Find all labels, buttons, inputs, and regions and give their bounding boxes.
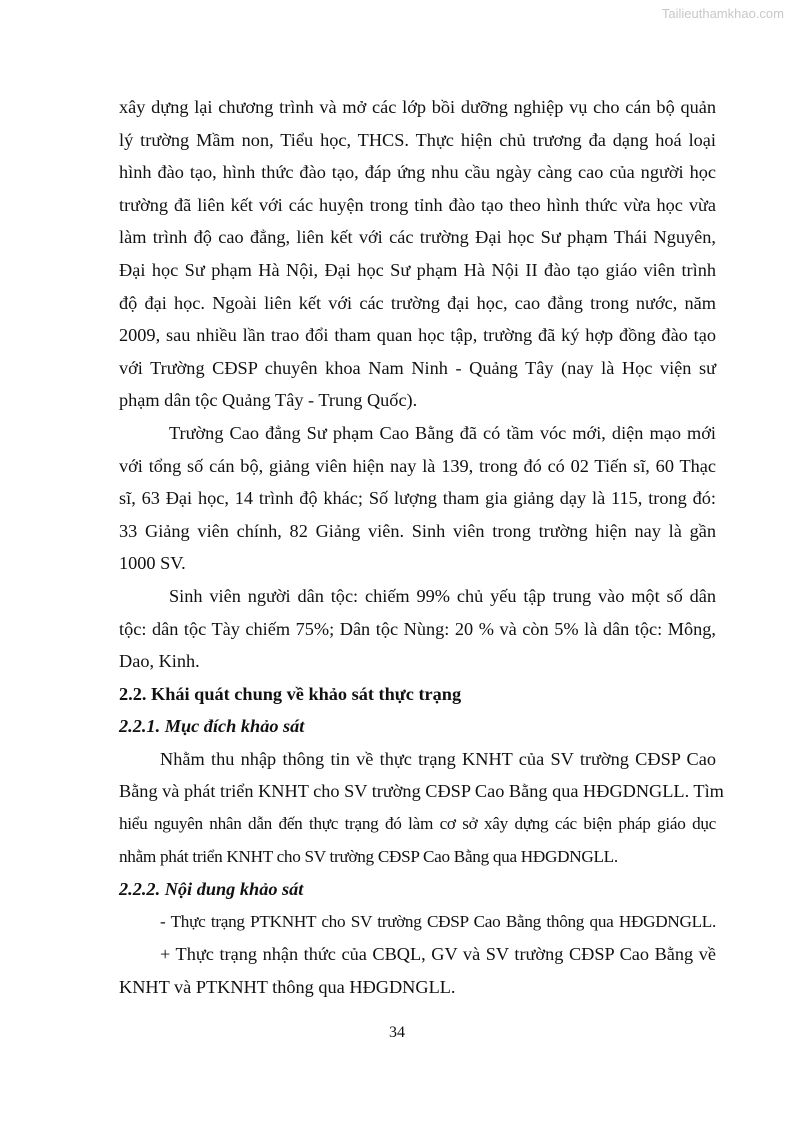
text-line: + Thực trạng nhận thức của CBQL, GV và SV trường CĐSP Cao Bằng về [160, 944, 716, 965]
text-line: Trường Cao đẳng Sư phạm Cao Bằng đã có tầm vóc mới, diện mạo mới [169, 422, 716, 443]
text-line: hình đào tạo, hình thức đào tạo, đáp ứng nhu cầu ngày càng cao của người học [119, 162, 716, 183]
paragraph-training-links [119, 91, 716, 417]
text-line: Dao, Kinh. [119, 651, 200, 672]
paragraph-ethnic-students [119, 580, 716, 678]
text-line: hiểu nguyên nhân dẫn đến thực trạng đó làm cơ sở xây dựng các biện pháp giáo dục [119, 814, 716, 834]
text-line: làm trình độ cao đẳng, liên kết với các trường Đại học Sư phạm Thái Nguyên, [119, 227, 716, 248]
text-line: với Trường CĐSP chuyên khoa Nam Ninh - Quảng Tây (nay là Học viện sư [119, 357, 716, 378]
watermark: Tailieuthamkhao.com [661, 6, 784, 21]
bullet-line: - Thực trạng PTKNHT cho SV trường CĐSP Cao Bằng thông qua HĐGDNGLL. [160, 911, 716, 931]
text-line: trường đã liên kết với các huyện trong tỉnh đào tạo theo hình thức vừa học vừa [119, 194, 716, 215]
document-body [119, 91, 724, 1004]
page-number: 34 [389, 1024, 405, 1041]
text-line: 33 Giảng viên chính, 82 Giảng viên. Sinh viên trong trường hiện nay là gần [119, 520, 716, 541]
text-line: Đại học Sư phạm Hà Nội, Đại học Sư phạm Hà Nội II đào tạo giáo viên trình [119, 259, 716, 280]
paragraph-awareness [119, 938, 716, 1003]
text-line: KNHT và PTKNHT thông qua HĐGDNGLL. [119, 977, 456, 998]
subsection-heading: 2.2.1. Mục đích khảo sát [119, 716, 305, 737]
subsection-heading: 2.2.2. Nội dung khảo sát [119, 879, 304, 900]
paragraph-staff [119, 417, 716, 580]
text-line: lý trường Mầm non, Tiểu học, THCS. Thực hiện chủ trương đa dạng hoá loại [119, 129, 716, 150]
text-line: xây dựng lại chương trình và mở các lớp bồi dưỡng nghiệp vụ cho cán bộ quản [119, 97, 716, 117]
text-line: độ đại học. Ngoài liên kết với các trường đại học, cao đẳng trong nước, năm [119, 292, 716, 313]
text-line: tộc: dân tộc Tày chiếm 75%; Dân tộc Nùng: 20 % và còn 5% là dân tộc: Mông, [119, 618, 716, 639]
text-line: Bằng và phát triển KNHT cho SV trường CĐSP Cao Bằng qua HĐGDNGLL. Tìm [119, 781, 724, 802]
text-line: Sinh viên người dân tộc: chiếm 99% chủ yếu tập trung vào một số dân [169, 585, 716, 606]
section-heading: 2.2. Khái quát chung về khảo sát thực trạng [119, 683, 462, 704]
text-line: nhằm phát triển KNHT cho SV trường CĐSP Cao Bằng qua HĐGDNGLL. [119, 846, 618, 866]
text-line: Nhằm thu nhập thông tin về thực trạng KNHT của SV trường CĐSP Cao [160, 748, 716, 769]
text-line: 1000 SV. [119, 553, 186, 574]
text-line: 2009, sau nhiều lần trao đổi tham quan học tập, trường đã ký hợp đồng đào tạo [119, 325, 716, 346]
text-line: với tổng số cán bộ, giảng viên hiện nay là 139, trong đó có 02 Tiến sĩ, 60 Thạc [119, 455, 716, 476]
text-line: sĩ, 63 Đại học, 14 trình độ khác; Số lượng tham gia giảng dạy là 115, trong đó: [119, 488, 716, 509]
paragraph-survey-purpose [119, 743, 724, 873]
text-line: phạm dân tộc Quảng Tây - Trung Quốc). [119, 390, 418, 411]
